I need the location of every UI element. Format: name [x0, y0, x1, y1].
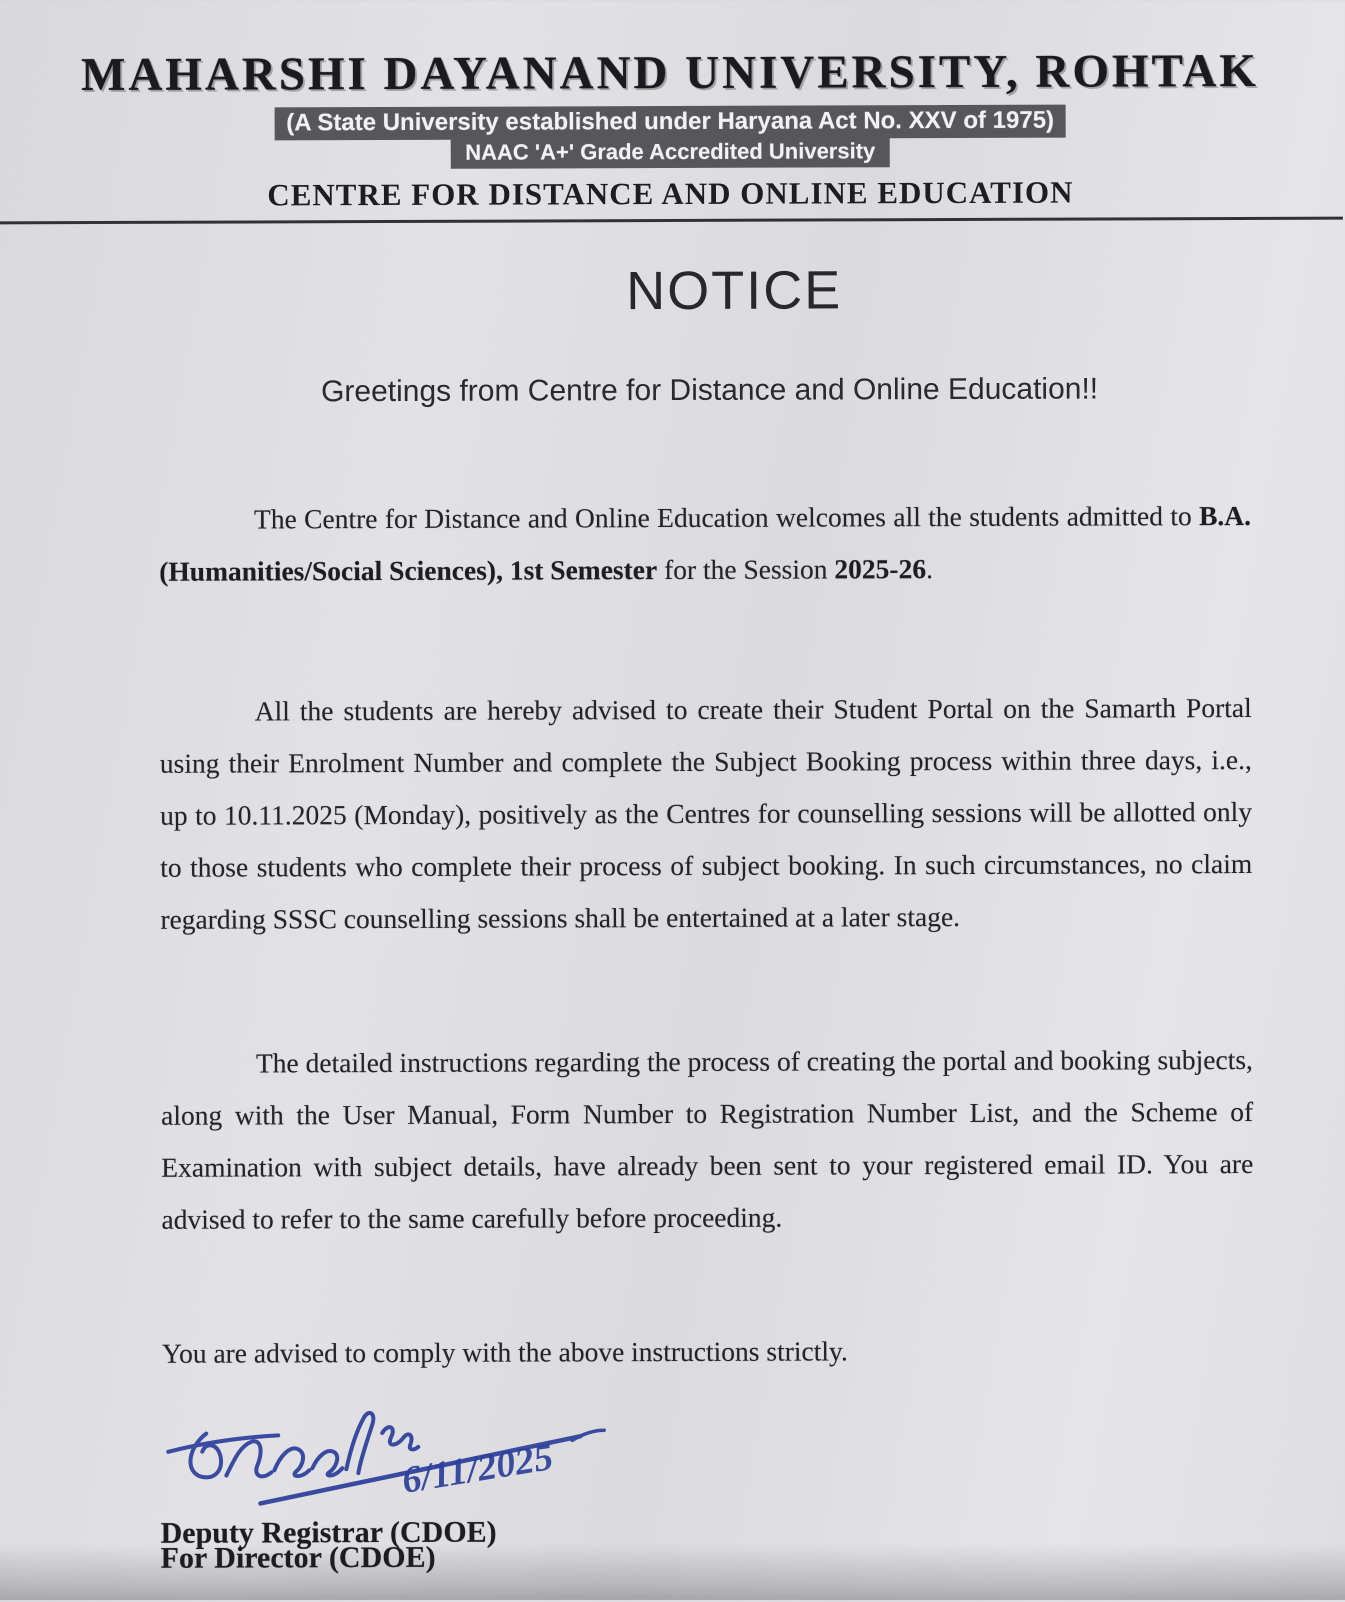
signatory-for-director: For Director (CDOE): [160, 1540, 436, 1575]
subject-booking-paragraph: All the students are hereby advised to create their Student Portal on the Samarth Portal using their Enrolment Number and complete the Subject Booking process within three days, i.e., up to 10.11.2025 (Monday), positively as the Centres for counselling sessions will be allotted only to those students who complete their process of subject booking. In such circumstances, no claim regarding SSSC counselling sessions shall be entertained at a later stage.: [159, 691, 1253, 935]
handwritten-date: 6/11/2025: [399, 1436, 556, 1502]
greeting-line: Greetings from Centre for Distance and Online Education!!: [320, 372, 1099, 409]
detailed-instructions-paragraph: The detailed instructions regarding the process of creating the portal and booking subjects, along with the User Manual, Form Number to Registration Number List, and the Scheme of Examination with subject details, have already been sent to your registered email ID. You are advised to refer to the same carefully before proceeding.: [161, 1043, 1254, 1235]
welcome-text-1: The Centre for Distance and Online Education welcomes all the students admitted to: [253, 500, 1200, 535]
state-university-act-line: (A State University established under Haryana Act No. XXV of 1975): [274, 105, 1066, 141]
notice-body: [0, 258, 1345, 1381]
header-divider-rule: [0, 217, 1343, 225]
welcome-paragraph: [159, 490, 1251, 598]
closing-line: You are advised to comply with the above instructions strictly.: [161, 1335, 848, 1369]
signature-block: [2, 1394, 1345, 1579]
welcome-text-2: for the Session: [657, 553, 835, 586]
signatory-title: Deputy Registrar (CDOE): [160, 1515, 497, 1550]
university-name: MAHARSHI DAYANAND UNIVERSITY, ROHTAK: [80, 44, 1259, 102]
document-header: [0, 0, 1343, 214]
handwritten-signature: [160, 1396, 620, 1528]
welcome-text-3: .: [925, 553, 933, 585]
notice-title: NOTICE: [626, 260, 843, 322]
programme-name-bold: B.A. (Humanities/Social Sciences), 1st Semester: [159, 499, 1252, 587]
header-subtitle-bands: [0, 104, 1343, 171]
session-year-bold: 2025-26: [834, 553, 927, 585]
centre-name: CENTRE FOR DISTANCE AND ONLINE EDUCATION: [267, 174, 1074, 213]
naac-accreditation-line: NAAC 'A+' Grade Accredited University: [451, 137, 889, 169]
